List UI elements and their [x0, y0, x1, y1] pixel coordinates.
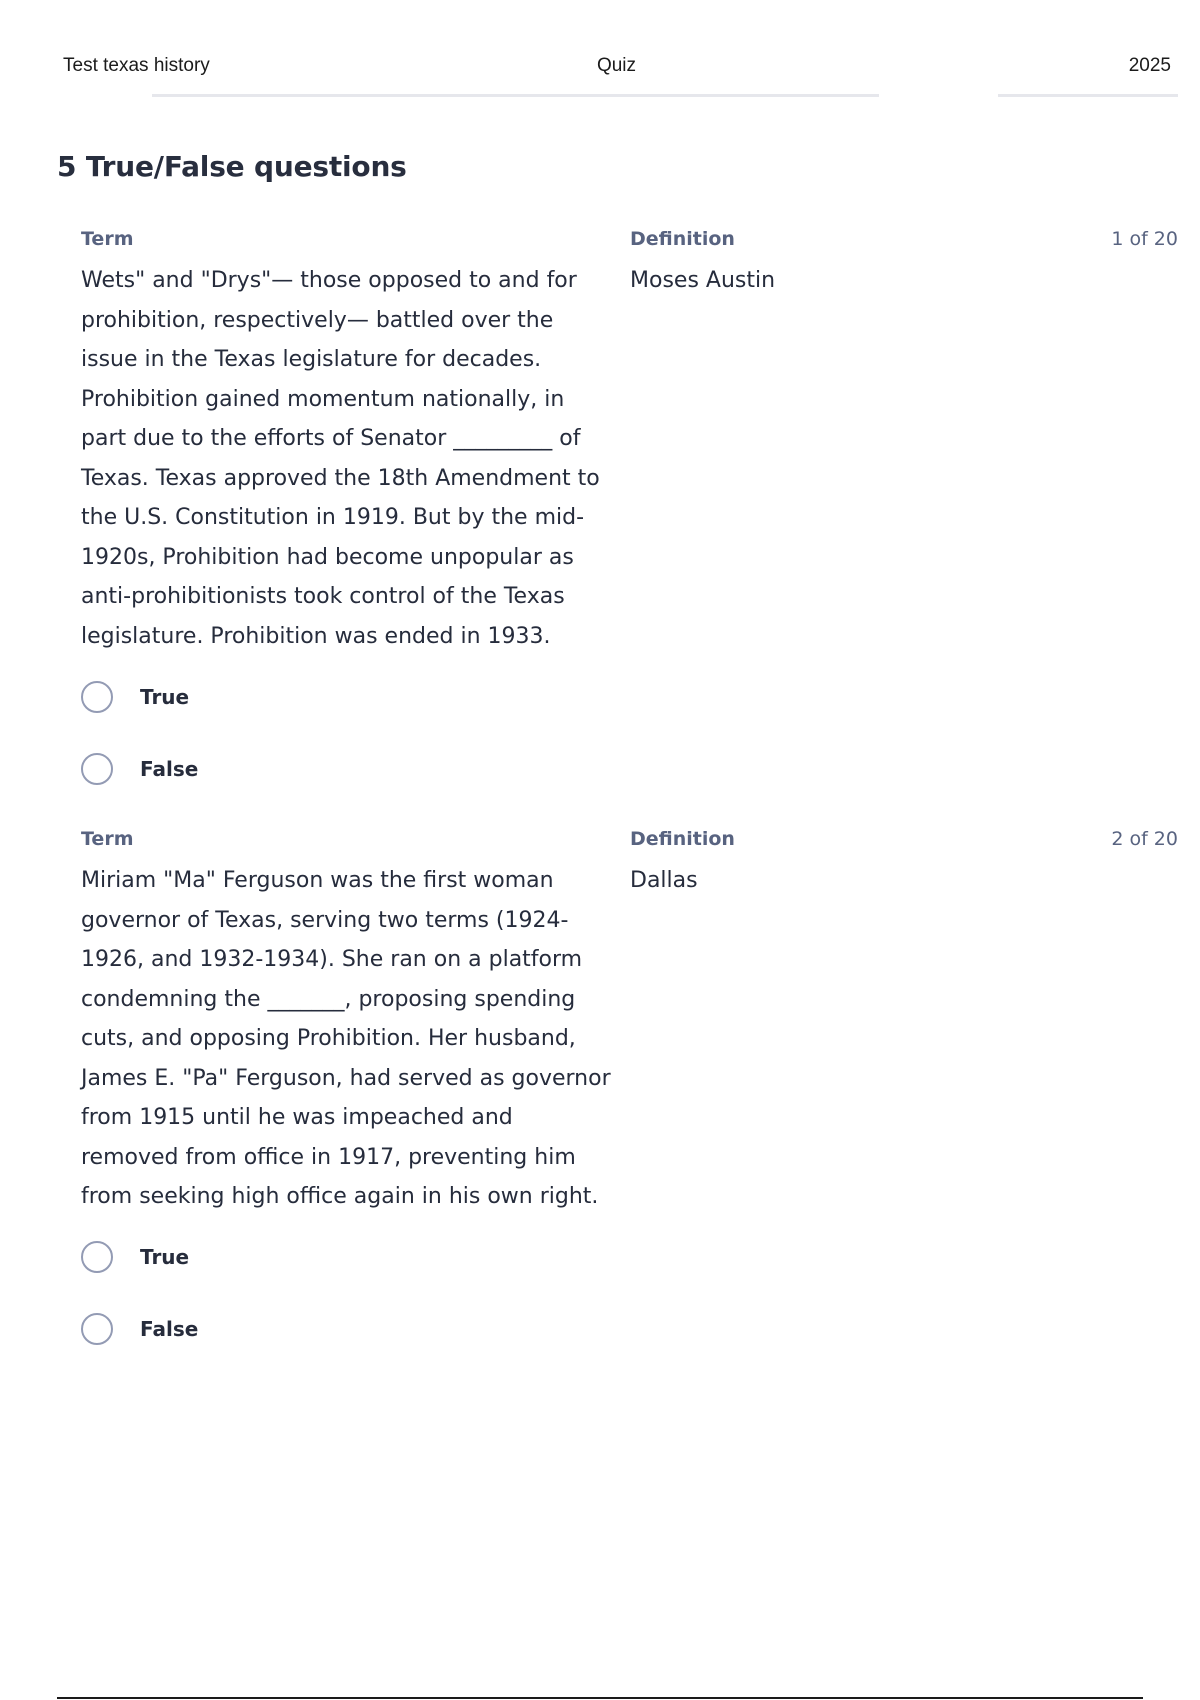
- definition-text: Dallas: [630, 868, 698, 893]
- definition-text: Moses Austin: [630, 268, 776, 293]
- radio-circle-icon[interactable]: [81, 753, 113, 785]
- header-underline-name: [152, 94, 879, 97]
- true-option[interactable]: [81, 678, 189, 716]
- question-counter: 2 of 20: [1111, 828, 1178, 850]
- document-title: Quiz: [596, 55, 637, 76]
- term-text: Miriam "Ma" Ferguson was the first woman governor of Texas, serving two terms (1924-1926, and 1932-1934). She ran on a platform condemning the _______, proposing spending cuts, and opposing Prohibition. Her husband, James E. "Pa" Ferguson, had served as governor from 1915 until he was impeached and removed from office in 1917, preventing him from seeking high office again in his own right.: [81, 868, 611, 1209]
- definition-label: Definition: [630, 228, 735, 250]
- false-option-label: False: [140, 1317, 199, 1341]
- radio-circle-icon[interactable]: [81, 1241, 113, 1273]
- radio-circle-icon[interactable]: [81, 681, 113, 713]
- false-option[interactable]: [81, 1310, 198, 1348]
- true-option[interactable]: [81, 1238, 189, 1276]
- document-year: 2025: [1128, 55, 1171, 76]
- section-title: 5 True/False questions: [57, 150, 407, 183]
- document-owner-name: Test texas history: [63, 55, 210, 76]
- question-counter: 1 of 20: [1111, 228, 1178, 250]
- false-option-label: False: [140, 757, 199, 781]
- term-text: Wets" and "Drys"— those opposed to and for prohibition, respectively— battled over the issue in the Texas legislature for decades. Prohibition gained momentum nationally, in part due to the efforts of Senator _________ of Texas. Texas approved the 18th Amendment to the U.S. Constitution in 1919. But by the mid-1920s, Prohibition had become unpopular as anti-prohibitionists took control of the Texas legislature. Prohibition was ended in 1933.: [81, 268, 600, 649]
- footer-divider: [57, 1697, 1143, 1699]
- term-label: Term: [81, 228, 134, 250]
- definition-label: Definition: [630, 828, 735, 850]
- false-option[interactable]: [81, 750, 198, 788]
- term-label: Term: [81, 828, 134, 850]
- header-underline-year: [998, 94, 1178, 97]
- radio-circle-icon[interactable]: [81, 1313, 113, 1345]
- true-option-label: True: [140, 1245, 190, 1269]
- true-option-label: True: [140, 685, 190, 709]
